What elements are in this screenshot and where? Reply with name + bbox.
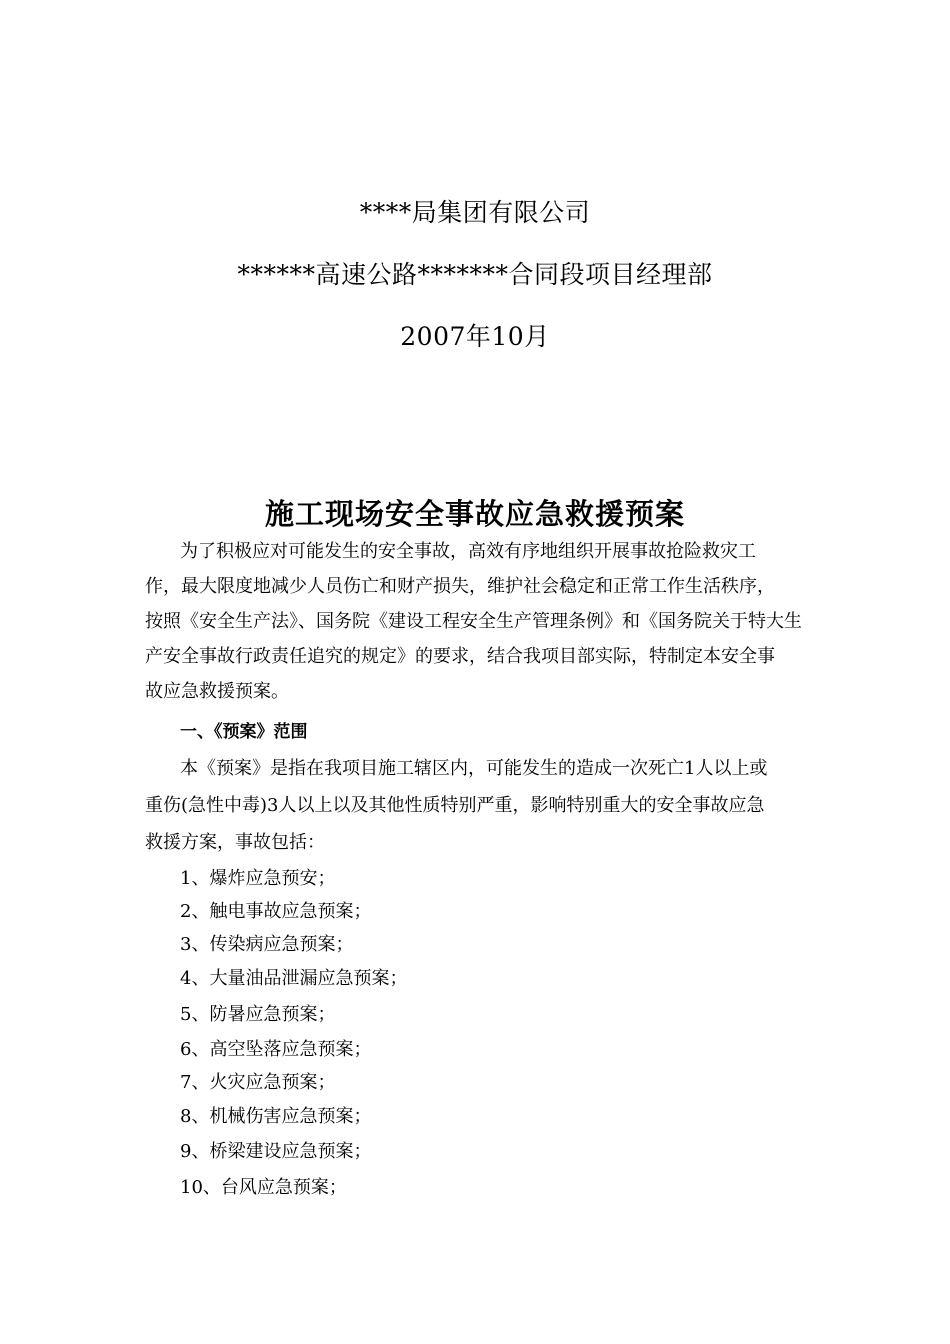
list-item: 10、台风应急预案； (180, 1177, 347, 1198)
list-item: 7、火灾应急预案； (180, 1072, 336, 1093)
cover-department-name: ******高速公路*******合同段项目经理部 (237, 260, 713, 289)
list-item: 2、触电事故应急预案； (180, 901, 372, 922)
list-item: 9、桥梁建设应急预案； (180, 1141, 372, 1162)
list-item: 4、大量油品泄漏应急预案； (180, 968, 408, 989)
section-line: 本《预案》是指在我项目施工辖区内，可能发生的造成一次死亡1人以上或 (180, 758, 768, 779)
section-heading: 一、《预案》范围 (180, 722, 308, 742)
document-title: 施工现场安全事故应急救援预案 (264, 497, 685, 531)
list-item: 6、高空坠落应急预案； (180, 1039, 372, 1060)
list-item: 1、爆炸应急预安； (180, 868, 336, 889)
intro-line: 按照《安全生产法》、国务院《建设工程安全生产管理条例》和《国务院关于特大生 (145, 611, 802, 632)
intro-line: 故应急救援预案。 (145, 681, 289, 702)
cover-date: 2007年10月 (400, 322, 550, 351)
list-item: 3、传染病应急预案； (180, 934, 354, 955)
list-item: 8、机械伤害应急预案； (180, 1106, 372, 1127)
section-line: 救援方案，事故包括： (145, 832, 325, 853)
intro-line: 为了积极应对可能发生的安全事故，高效有序地组织开展事故抢险救灾工 (180, 541, 756, 562)
list-item: 5、防暑应急预案； (180, 1004, 336, 1025)
intro-line: 产安全事故行政责任追究的规定》的要求，结合我项目部实际，特制定本安全事 (145, 646, 775, 667)
section-line: 重伤(急性中毒)3人以上以及其他性质特别严重，影响特别重大的安全事故应急 (145, 795, 765, 816)
intro-line: 作，最大限度地减少人员伤亡和财产损失，维护社会稳定和正常工作生活秩序， (145, 576, 775, 597)
cover-company-name: ****局集团有限公司 (359, 198, 591, 227)
